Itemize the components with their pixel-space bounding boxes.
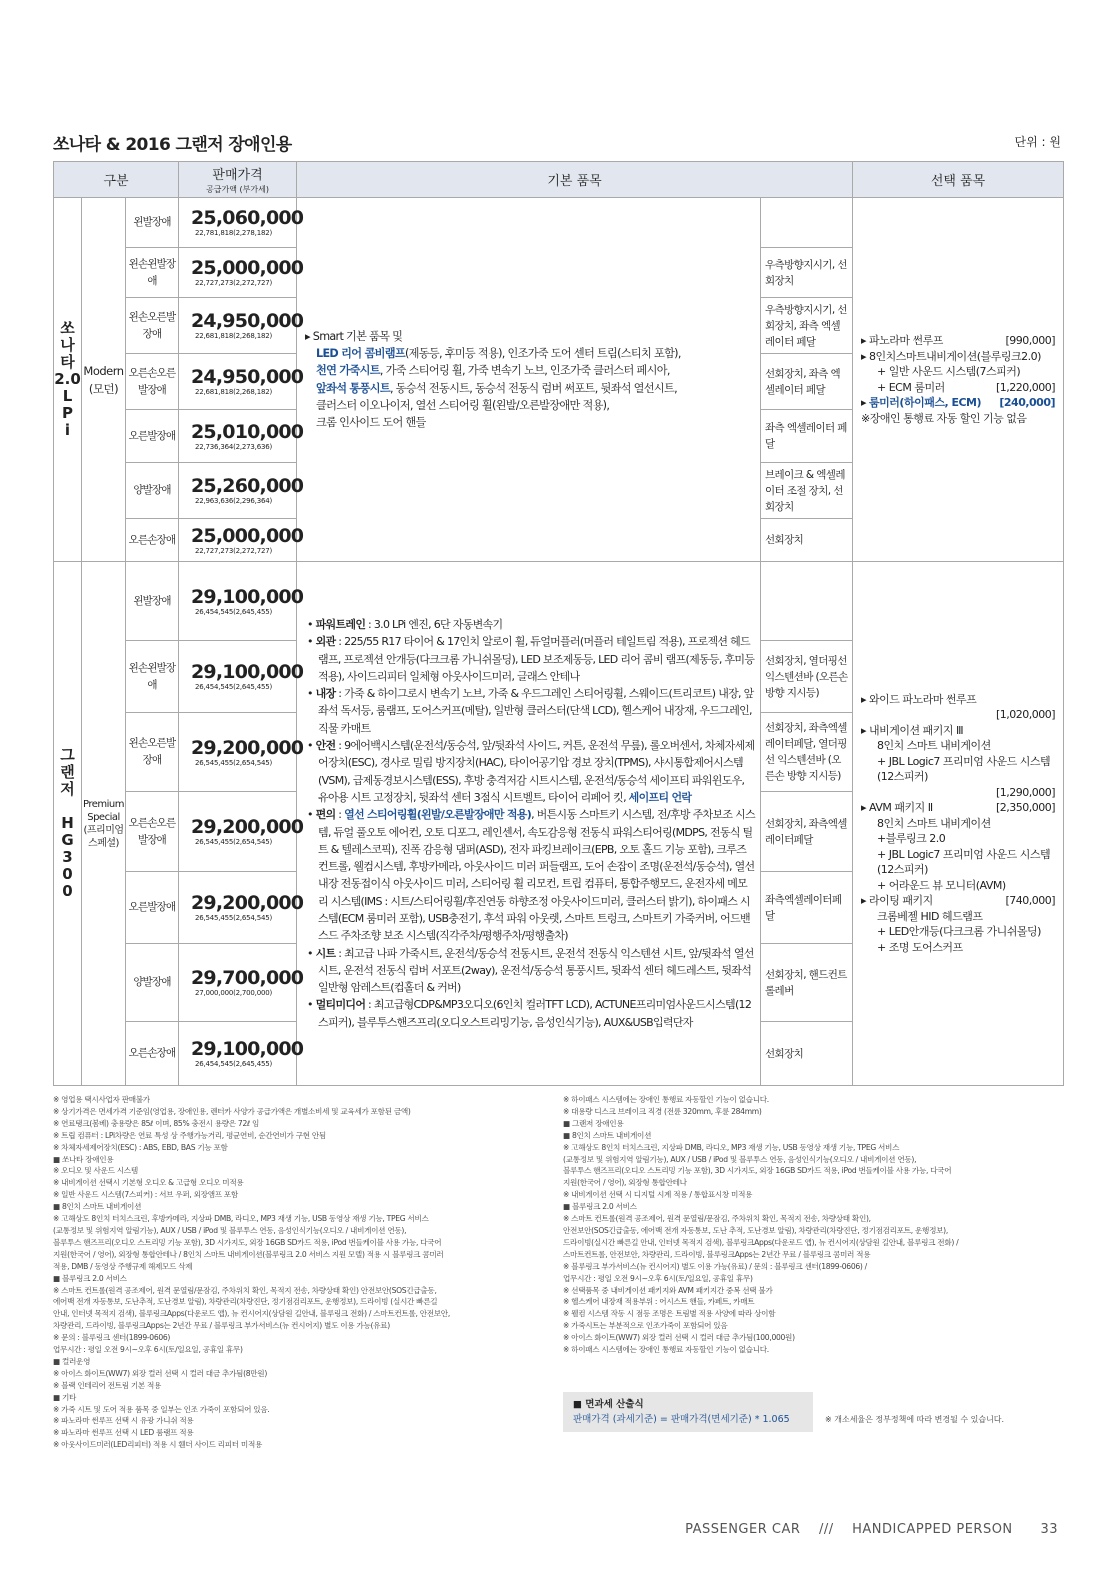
note-line: ※ 스마트 컨트롤(원격 공조제어, 원격 문열림/문잠김, 주차위치 확인, 목적지 전송, 차량상태 확인),: [563, 1214, 871, 1224]
price-cell: 29,200,000 26,545,455(2,654,545): [179, 792, 297, 872]
note-line: 업무시간 : 평일 오전 9시~오후 6시(토/일요일, 공휴일 휴무): [563, 1273, 753, 1283]
note-line: 드라이빙(실시간 빠른길 안내, 인터넷 목적지 검색), 블루링크Apps(다운로드 앱), 뉴 컨시어지(상담원 길안내, 블루링크 전화) /: [563, 1237, 959, 1247]
note-line: ※ 트립 컴퓨터 : LPi차량은 연료 특성 상 주행가능거리, 평균연비, 순간연비가 구현 안됨: [53, 1130, 326, 1140]
note-line: 지원(한국어 / 영어), 외장형 통합안테나 / 8인치 스마트 내비게이션(블루링크 2.0 서비스 지원 모델) 적용 시 블루링크 콤미러: [53, 1249, 444, 1259]
note-line: ※ 일반 사운드 시스템(7스피커) : 서브 우퍼, 외장앰프 포함: [53, 1190, 238, 1200]
note-line: ■ 8인치 스마트 내비게이션: [53, 1202, 142, 1212]
note-line: ■ 블루링크 2.0 서비스: [53, 1273, 127, 1283]
opt-cell: 좌측 엑셀레이터 페달: [761, 410, 853, 463]
note-line: 블루투스 핸즈프리(오디오 스트리밍 기능 포함), 3D 시가지도, 외장 16GB SD카드 적용, iPod 번들케이블 사용 가능, 다국어: [563, 1166, 952, 1176]
note-line: ※ 대용량 디스크 브레이크 직경 (전륜 320mm, 후륜 284mm): [563, 1106, 762, 1116]
table-header: [54, 162, 1064, 198]
opt-cell: 브레이크 & 엑셀레이터 조절 장치, 선회장치: [761, 463, 853, 519]
price-cell: 25,000,000 22,727,273(2,272,727): [179, 248, 297, 298]
note-line: ※ 아웃사이드미러(LED리피터) 적용 시 휀더 사이드 리피터 미적용: [53, 1440, 263, 1450]
opt-cell: 선회장치, 핸드컨트롤레버: [761, 944, 853, 1022]
note-line: 블루투스 핸즈프리(오디오 스트리밍 기능 포함), 3D 시가지도, 외장 16GB SD카드 적용, iPod 번들케이블 사용 가능, 다국어: [53, 1237, 442, 1247]
price-cell: 29,100,000 26,454,545(2,645,455): [179, 1022, 297, 1086]
row-sub: 왼손왼발장애: [126, 641, 179, 713]
note-line: ■ 그랜저 장애인용: [563, 1118, 624, 1128]
row-sub: 오른손장애: [126, 519, 179, 562]
row-sub: 왼발장애: [126, 198, 179, 248]
price-cell: 29,200,000 26,545,455(2,654,545): [179, 713, 297, 792]
note-line: ※ 상기가격은 면세가격 기준임(영업용, 장애인용, 렌터카 사양가 공급가액은 개별소비세 및 교육세가 포함된 금액): [53, 1106, 411, 1116]
note-line: ※ 내비게이션 선택시 기본형 오디오 & 고급형 오디오 미적용: [53, 1178, 244, 1188]
unit-label: 단위 : 원: [1014, 135, 1061, 149]
note-line: ※ 웰컴 시스템 작동 시 점등 조명은 트림별 적용 사양에 따라 상이함: [563, 1309, 776, 1319]
header-select: 선택 품목: [853, 162, 1064, 198]
page-title: 쏘나타 & 2016 그랜저 장애인용: [53, 135, 292, 155]
row-sub: 오른발장애: [126, 410, 179, 463]
opt-cell: 선회장치: [761, 1022, 853, 1086]
note-line: 에어백 전개 자동통보, 도난추적, 도난경보 알림), 차량관리(차량진단, 정기점검리포트, 운행정보), 드라이빙 (실시간 빠른길: [53, 1297, 438, 1307]
vat-note: ※ 개소세율은 정부정책에 따라 변경될 수 있습니다.: [825, 1415, 1005, 1424]
price-table: [53, 161, 1064, 1086]
price-cell: 29,700,000 27,000,000(2,700,000): [179, 944, 297, 1022]
note-line: 업무시간 : 평일 오전 9시~오후 6시(토/일요일, 공휴일 휴무): [53, 1345, 243, 1355]
trim-grandeur: Premium Special (프리미엄 스페셜): [82, 562, 126, 1086]
row-sub: 왼손왼발장애: [126, 248, 179, 298]
row-sub: 오른발장애: [126, 872, 179, 944]
row-sub: 오른손장애: [126, 1022, 179, 1086]
row-sub: 왼발장애: [126, 562, 179, 641]
row-sub: 양발장애: [126, 944, 179, 1022]
note-line: ※ 헬스케어 내장재 적용부위 : 어시스트 핸들, 카페트, 카매트: [563, 1297, 755, 1307]
header-price: 판매가격 공급가액 (부가세): [179, 162, 297, 198]
note-line: ※ 아이스 화이트(WW7) 외장 컬러 선택 시 컬러 대금 추가됨(8만원): [53, 1368, 267, 1378]
basic-grandeur: • 파워트레인 : 3.0 LPi 엔진, 6단 자동변속기 • 외관 : 225/55 R17 타이어 & 17인치 알로이 휠, 듀얼머플러(머플러 테일트림 적용), 프로젝션 헤드램프, 프로젝션 안개등(다크크롬 가니쉬몰딩), LED 보조제동등, LED 리어 콤비 램프(제동등, 후미등 적용), 사이드리피터 일체형 아웃사이드미러, 글래스 안테나 • 내장 : 가죽 & 하이그로시 변속기 노브, 가죽 & 우드그레인 스티어링휠, 스웨이드(트리코트) 내장, 앞좌석 독서등, 룸램프, 도어스커프(메탈), 일반형 클러스터(단색 LCD), 헬스케어 내장재, 우드그레인, 직물 카매트 • 안전 : 9에어백시스템(운전석/동승석, 앞/뒷좌석 사이드, 커튼, 운전석 무릎), 롤오버센서, 차체자세제어장치(ESC), 경사로 밀림 방지장치(HAC), 타이어공기압 경보 장치(TPMS), 샤시통합제어시스템(VSM), 급제동경보시스템(ESS), 후방 충격저감 시트시스템, 운전석/동승석 세이프티 파워윈도우, 유아용 시트 고정장치, 뒷좌석 센터 3점식 시트벨트, 타이어 리페어 킷, 세이프티 언락 • 편의 : 열선 스티어링휠(왼발/오른발장애만 적용), 버튼시동 스마트키 시스템, 전/후방 주차보조 시스템, 듀얼 풀오토 에어컨, 오토 디포그, 레인센서, 속도감응형 전동식 파워스티어링(MDPS, 전동식 틸트 & 텔레스코픽), 진폭 감응형 댐퍼(ASD), 전자 파킹브레이크(EPB, 오토 홀드 기능 포함), 크루즈 컨트롤, 웰컴시스템, 후방카메라, 아웃사이드 미러 퍼들램프, 도어 손잡이 조명(운전석/동승석), 열선내장 전동접이식 아웃사이드 미러, 스티어링 휠 리모컨, 트립 컴퓨터, 통합주행모드, 운전자세 메모리 시스템(IMS : 시트/스티어링휠/후진연동 하향조정 아웃사이드미러, 클러스터 밝기), 하이패스 시스템(ECM 룸미러 포함), USB충전기, 후석 파워 아웃렛, 스마트 트렁크, 스마트키 가죽커버, 어드밴스드 주차조향 보조 시스템(직각주차/평행주차/평행출차) • 시트 : 최고급 나파 가죽시트, 운전석/동승석 전동시트, 운전석 전동식 익스텐션 시트, 앞/뒷좌석 열선시트, 운전석 전동식 럼버 서포트(2way), 운전석/동승석 통풍시트, 뒷좌석 센터 헤드레스트, 뒷좌석 일반형 암레스트(컵홀더 & 커버) • 멀티미디어 : 최고급형CDP&MP3오디오(6인치 컬러TFT LCD), ACTUNE프리미엄사운드시스템(12스피커), 블루투스핸즈프리(오디오스트리밍기능, 음성인식기능), AUX&USB입력단자: [297, 562, 761, 1086]
note-line: ※ 하이패스 시스템에는 장애인 통행료 자동할인 기능이 없습니다.: [563, 1345, 769, 1355]
table-row: [54, 198, 1064, 248]
opt-cell: [761, 562, 853, 641]
note-line: ※ 파노라마 썬루프 선택 시 LED 룸램프 적용: [53, 1428, 194, 1438]
opt-cell: 좌측엑셀레이터페달: [761, 872, 853, 944]
note-line: 차량관리, 드라이빙, 블루링크Apps는 2년간 무료 / 블루링크 부가서비스(뉴 컨시어지) 별도 이용 가능(유료): [53, 1321, 390, 1331]
header-gubun: 구분: [54, 162, 179, 198]
price-cell: 29,100,000 26,454,545(2,645,455): [179, 641, 297, 713]
trim-sonata: Modern (모던): [82, 198, 126, 562]
tax-formula-box: ■ 면과세 산출식 판매가격 (과세기준) = 판매가격(면세기준) * 1.065: [563, 1392, 813, 1432]
note-line: ※ 가죽 시트 및 도어 적용 품목 중 일부는 인조 가죽이 포함되어 있음.: [53, 1404, 270, 1414]
note-line: ※ 연료탱크(봄베) 충용량은 85ℓ 이며, 85% 충전시 용량은 72ℓ 임: [53, 1118, 259, 1128]
basic-sonata: ▸ Smart 기본 품목 및 LED 리어 콤비램프(제동등, 후미등 적용), 인조가죽 도어 센터 트림(스티치 포함), 천연 가죽시트, 가죽 스티어링 휠, 가죽 변속기 노브, 인조가죽 클러스터 페시아, 앞좌석 통풍시트, 동승석 전동시트, 동승석 전동식 럼버 써포트, 뒷좌석 열선시트, 클러스터 이오나이저, 열선 스티어링 휠(왼발/오른발장애만 적용), 크롬 인사이드 도어 핸들: [297, 198, 761, 562]
note-line: ※ 차체자세제어장치(ESC) : ABS, EBD, BAS 기능 포함: [53, 1142, 228, 1152]
note-line: ■ 기타: [53, 1392, 77, 1402]
select-sonata: ▸ 파노라마 썬루프 [990,000] ▸ 8인치스마트내비게이션(블루링크2.0) + 일반 사운드 시스템(7스피커) + ECM 룸미러 [1,220,000] ▸ 룸미러(하이패스, ECM) [240,000] ※장애인 통행료 자동 할인 기능 없음: [853, 198, 1064, 562]
note-line: ※ 가죽시트는 부분적으로 인조가죽이 포함되어 있음: [563, 1321, 728, 1331]
note-line: ※ 파노라마 썬루프 선택 시 유광 가니쉬 적용: [53, 1416, 194, 1426]
row-sub: 양발장애: [126, 463, 179, 519]
opt-cell: 우측방향지시기, 선회장치, 좌측 엑셀레이터 페달: [761, 298, 853, 354]
row-sub: 오른손오른발장애: [126, 354, 179, 410]
model-grandeur: 그 랜 저 H G 3 0 0: [54, 562, 82, 1086]
opt-cell: 선회장치, 좌측엑셀레이터페달, 열더핑선 익스텐션바 (오른손 방향 지시등): [761, 713, 853, 792]
table-row: [54, 562, 1064, 641]
page-footer: PASSENGER CAR /// HANDICAPPED PERSON 33: [685, 1522, 1058, 1537]
notes-left: [53, 1094, 450, 1451]
row-sub: 오른손오른발장애: [126, 792, 179, 872]
note-line: ※ 블루링크 부가서비스(뉴 컨시어지) 별도 이용 가능(유료) / 문의 : 블루링크 센터(1899-0606) /: [563, 1261, 867, 1271]
note-line: ※ 내비게이션 선택 시 디지털 시계 적용 / 통합표시창 미적용: [563, 1190, 753, 1200]
note-line: ■ 블루링크 2.0 서비스: [563, 1202, 637, 1212]
note-line: ※ 선택품목 중 내비게이션 패키지와 AVM 패키지간 중복 선택 불가: [563, 1285, 773, 1295]
price-cell: 29,100,000 26,454,545(2,645,455): [179, 562, 297, 641]
opt-cell: 선회장치, 열더핑선 익스텐션바 (오른손 방향 지시등): [761, 641, 853, 713]
note-line: ※ 블랙 인테리어 전트림 기본 적용: [53, 1380, 162, 1390]
note-line: (교통정보 및 위험지역 알림기능), AUX / USB / iPod 및 블루투스 연동, 음성인식기능(오디오 / 내비게이션 연동),: [563, 1154, 917, 1164]
note-line: 적용, DMB / 동영상 주행규제 해제모드 삭제: [53, 1261, 193, 1271]
opt-cell: 선회장치: [761, 519, 853, 562]
select-grandeur: ▸ 와이드 파노라마 썬루프 [1,020,000] ▸ 내비게이션 패키지 Ⅲ 8인치 스마트 내비게이션 + JBL Logic7 프리미엄 사운드 시스템(12스피커) [1,290,000] ▸ AVM 패키지 Ⅱ [2,350,000] 8인치 스마트 내비게이션 +블루링크 2.0 + JBL Logic7 프리미엄 사운드 시스템(12스피커) + 어라운드 뷰 모니터(AVM) ▸ 라이팅 패키지 [740,000] 크롬베젤 HID 헤드램프 + LED안개등(다크크롬 가니쉬몰딩) + 조명 도어스커프: [853, 562, 1064, 1086]
opt-cell: 선회장치, 좌측엑셀레이터페달: [761, 792, 853, 872]
price-cell: 25,060,000 22,781,818(2,278,182): [179, 198, 297, 248]
note-line: ※ 스마트 컨트롤(원격 공조제어, 원격 문열림/문잠김, 주차위치 확인, 목적지 전송, 차량상태 확인) 안전보안(SOS긴급출동,: [53, 1285, 437, 1295]
note-line: 안내, 인터넷 목적지 검색), 블루링크Apps(다운로드 앱), 뉴 컨시어지(상담원 길안내, 블루링크 전화) / 스마트컨트롤, 안전보안,: [53, 1309, 450, 1319]
note-line: ※ 오디오 및 사운드 시스템: [53, 1166, 138, 1176]
price-cell: 24,950,000 22,681,818(2,268,182): [179, 298, 297, 354]
row-sub: 왼손오른발장애: [126, 298, 179, 354]
opt-cell: 우측방향지시기, 선회장치: [761, 248, 853, 298]
header-basic: 기본 품목: [297, 162, 853, 198]
note-line: ※ 영업용 택시사업자 판매불가: [53, 1095, 150, 1104]
note-line: 안전보안(SOS긴급출동, 에어백 전개 자동통보, 도난 추적, 도난경보 알림), 차량관리(차량진단, 정기점검리포트, 운행정보),: [563, 1225, 948, 1235]
note-line: (교통정보 및 위험지역 알림기능), AUX / USB / iPod 및 블루투스 연동, 음성인식기능(오디오 / 내비게이션 연동),: [53, 1225, 407, 1235]
note-line: ※ 문의 : 블루링크 센터(1899-0606): [53, 1333, 171, 1343]
price-cell: 25,010,000 22,736,364(2,273,636): [179, 410, 297, 463]
opt-cell: 선회장치, 좌측 엑셀레이터 페달: [761, 354, 853, 410]
model-sonata: 쏘 나 타 2.0 L P i: [54, 198, 82, 562]
row-sub: 왼손오른발장애: [126, 713, 179, 792]
note-line: ※ 고해상도 8인치 터치스크린, 후방카메라, 지상파 DMB, 라디오, MP3 재생 기능, USB 동영상 재생 기능, TPEG 서비스: [53, 1214, 429, 1224]
price-cell: 24,950,000 22,681,818(2,268,182): [179, 354, 297, 410]
note-line: ■ 컬러운영: [53, 1356, 91, 1366]
price-cell: 29,200,000 26,545,455(2,654,545): [179, 872, 297, 944]
note-line: 지원(한국어 / 영어), 외장형 통합안테나: [563, 1178, 687, 1188]
opt-cell: [761, 198, 853, 248]
notes-right: [563, 1094, 958, 1356]
note-line: ■ 쏘나타 장애인용: [53, 1154, 114, 1164]
note-line: ※ 고해상도 8인치 터치스크린, 지상파 DMB, 라디오, MP3 재생 기능, USB 동영상 재생 기능, TPEG 서비스: [563, 1142, 900, 1152]
note-line: 스마트컨트롤, 안전보안, 차량관리, 드라이빙, 블루링크Apps는 2년간 무료 / 블루링크 콤미러 적용: [563, 1249, 871, 1259]
note-line: ※ 아이스 화이트(WW7) 외장 컬러 선택 시 컬러 대금 추가됨(100,000원): [563, 1333, 795, 1343]
price-cell: 25,000,000 22,727,273(2,272,727): [179, 519, 297, 562]
price-cell: 25,260,000 22,963,636(2,296,364): [179, 463, 297, 519]
note-line: ■ 8인치 스마트 내비게이션: [563, 1130, 652, 1140]
note-line: ※ 하이패스 시스템에는 장애인 통행료 자동할인 기능이 없습니다.: [563, 1095, 769, 1104]
